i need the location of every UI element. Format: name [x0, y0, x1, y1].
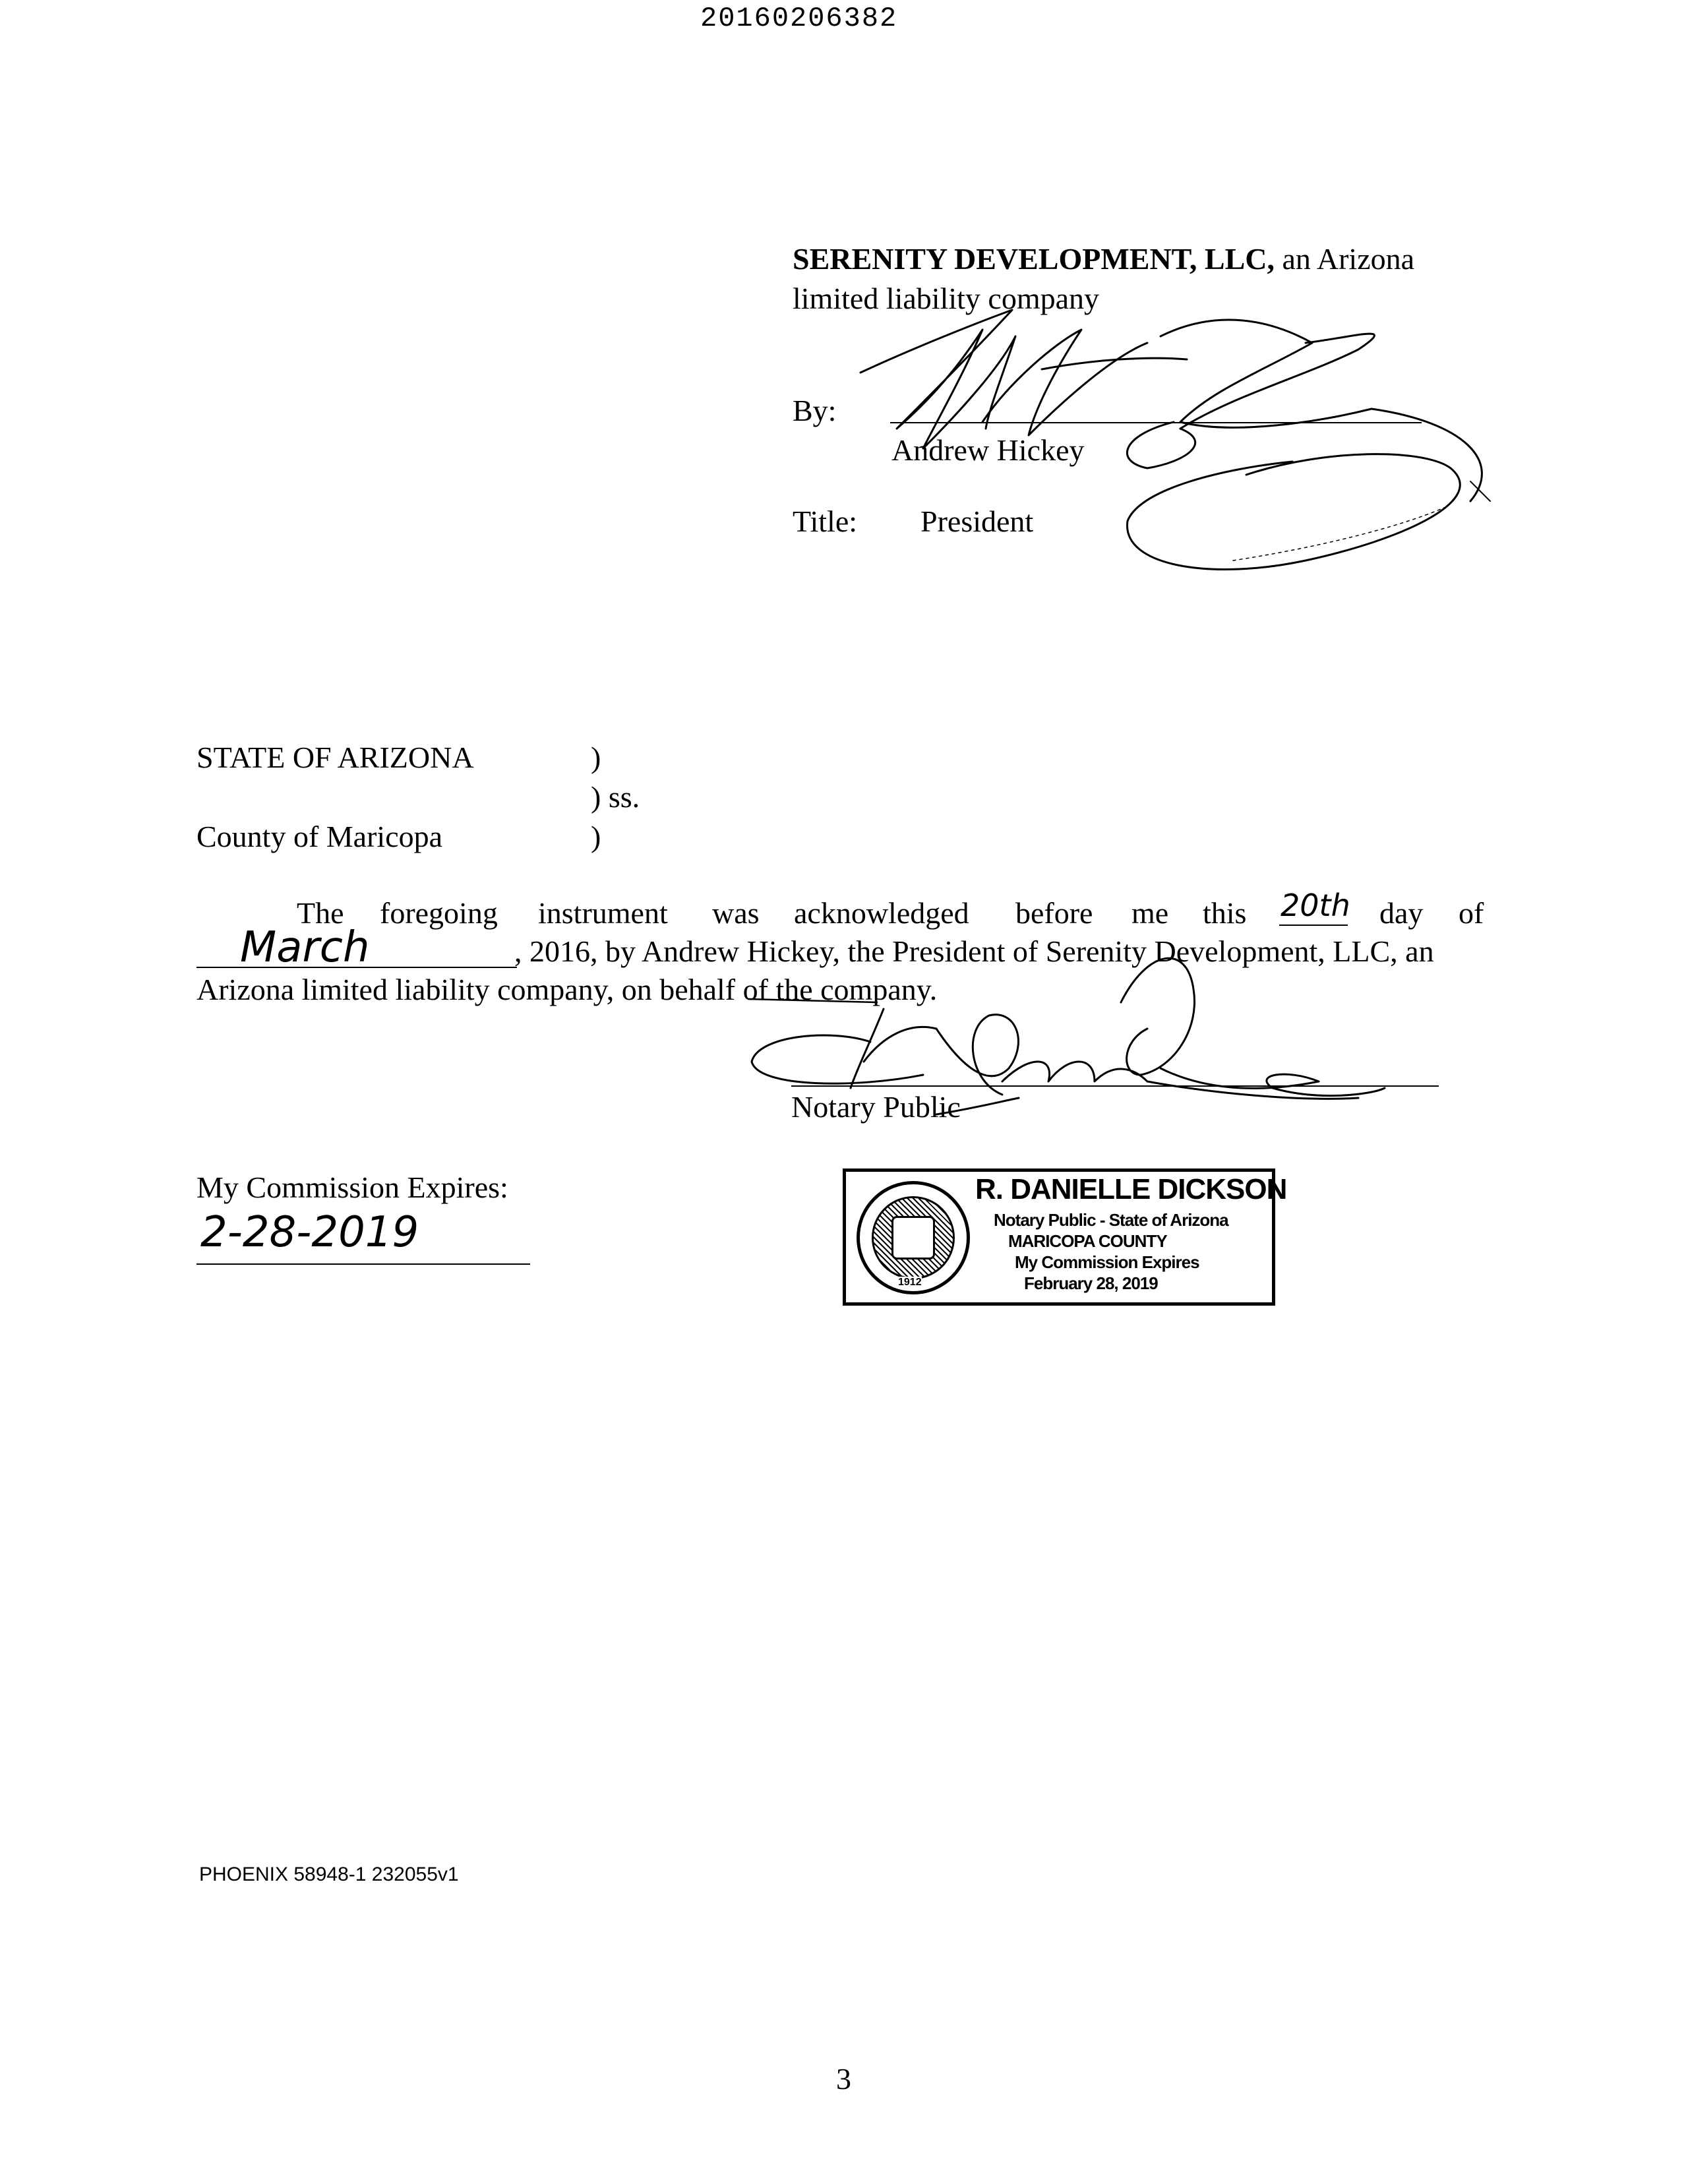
ack-day-word: day	[1379, 896, 1424, 930]
commission-date-handwritten: 2-28-2019	[200, 1208, 419, 1257]
notary-signature-line	[791, 1085, 1439, 1087]
ack-line3: Arizona limited liability company, on behalf of the company.	[196, 973, 938, 1006]
ack-word: me	[1131, 896, 1169, 930]
ack-of-word: of	[1459, 896, 1484, 930]
commission-label: My Commission Expires:	[196, 1170, 508, 1204]
signer-name: Andrew Hickey	[891, 433, 1085, 467]
company-name: SERENITY DEVELOPMENT, LLC,	[793, 242, 1275, 276]
company-suffix: an Arizona	[1275, 242, 1415, 276]
page-number: 3	[836, 2062, 851, 2096]
stamp-name: R. DANIELLE DICKSON	[975, 1173, 1287, 1205]
company-line2: limited liability company	[793, 282, 1100, 315]
stamp-line2: Notary Public - State of Arizona	[994, 1210, 1228, 1230]
month-handwritten: March	[240, 923, 370, 972]
footer-doc-id: PHOENIX 58948-1 232055v1	[199, 1864, 459, 1885]
notary-stamp	[843, 1168, 1287, 1306]
state-seal	[857, 1181, 970, 1294]
venue-paren-bottom: )	[591, 820, 601, 853]
title-label: Title:	[793, 504, 858, 538]
by-label: By:	[793, 394, 837, 427]
ack-word: instrument	[538, 896, 668, 930]
stamp-line5: February 28, 2019	[1024, 1273, 1158, 1293]
venue-paren-top: )	[591, 741, 601, 774]
venue-state: STATE OF ARIZONA	[196, 741, 474, 774]
venue-county: County of Maricopa	[196, 820, 443, 853]
commission-date-line	[196, 1263, 530, 1265]
title-value: President	[920, 504, 1034, 538]
ack-word: acknowledged	[794, 896, 969, 930]
ack-word: was	[712, 896, 760, 930]
notary-label: Notary Public	[791, 1090, 961, 1124]
venue-ss: ) ss.	[591, 780, 640, 814]
ack-word: this	[1203, 896, 1247, 930]
ack-line2: , 2016, by Andrew Hickey, the President of Serenity Development, LLC, an	[514, 934, 1434, 968]
seal-year: 1912	[898, 1277, 922, 1288]
day-handwritten: 20th	[1281, 888, 1350, 923]
recording-number: 20160206382	[700, 3, 898, 34]
ack-word: foregoing	[380, 896, 498, 930]
stamp-line4: My Commission Expires	[1015, 1252, 1199, 1272]
ack-word: The	[297, 896, 344, 930]
ack-word: before	[1015, 896, 1093, 930]
stamp-line3: MARICOPA COUNTY	[1008, 1231, 1167, 1251]
